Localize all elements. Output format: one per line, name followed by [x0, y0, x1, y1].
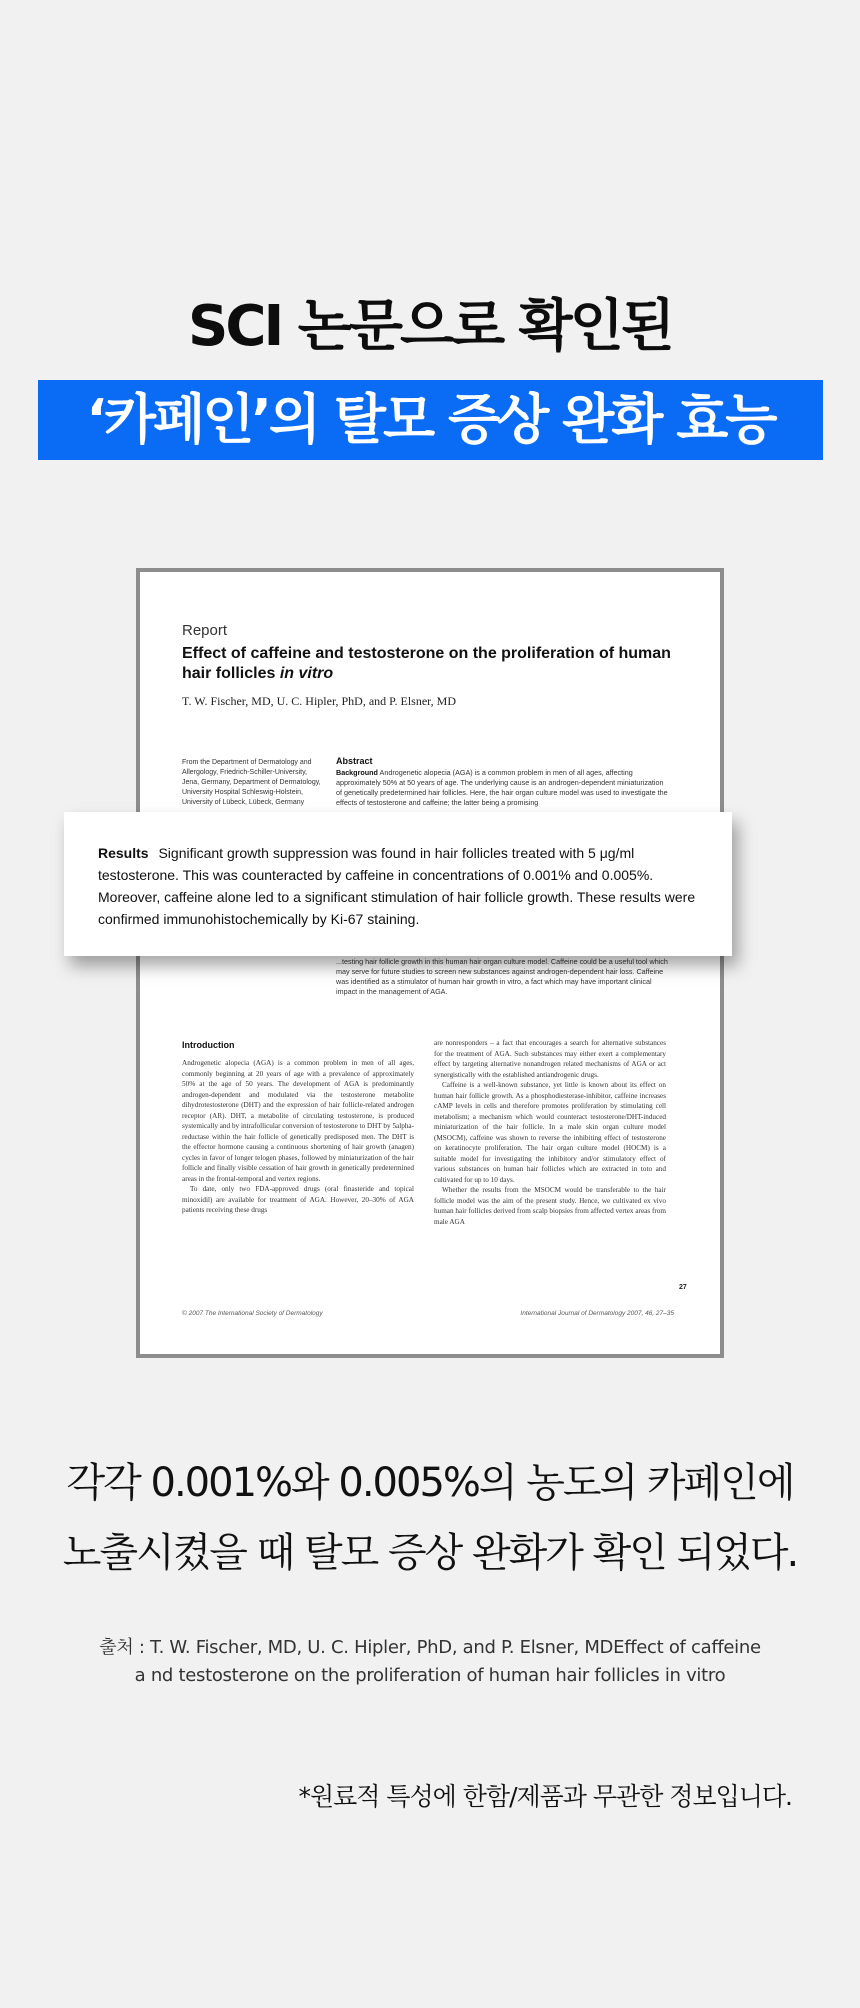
- abstract-tail: ...testing hair follicle growth in this human hair organ culture model. Caffeine could be a useful tool which may serve for future studies to screen new substances against androgen-dependent hair loss. Caffeine was identified as a stimulator of human hair growth in vitro, a fact which may have important clinical impact in the management of AGA.: [336, 957, 668, 996]
- source-line-1: 출처 : T. W. Fischer, MD, U. C. Hipler, PhD, and P. Elsner, MDEffect of caffeine: [99, 1637, 761, 1658]
- results-callout: [64, 812, 732, 956]
- results-label: Results: [98, 845, 149, 861]
- intro-paragraph: Androgenetic alopecia (AGA) is a common problem in men of all ages, commonly beginning at 20 years of age with a prevalence of approximately 50% at the age of 50 years. The development of AGA is predominantly androgen-dependent and modulated via the testosterone metabolite dihydrotestosterone (DHT) and the expression of hair follicle-related androgen receptor (AR). DHT, a metabolite of circulating testosterone, is produced systemically and by intrafollicular conversion of testosterone to DHT by 5alpha-reductase within the hair follicle of genetically predisposed men. The DHT is the effector hormone causing a continuous shortening of hair growth (anagen) cycles in favor of longer telogen phases, followed by miniaturization of the hair follicle and finally visible cessation of hair growth in genetically predetermined areas in the frontal-temporal and vertex regions.: [182, 1059, 414, 1183]
- intro-paragraph: Whether the results from the MSOCM would be transferable to the hair follicle model was the aim of the present study. Hence, we cultivated ex vivo human hair follicles derived from scalp biopsies from affected vertex areas from male AGA: [434, 1186, 666, 1226]
- paper-footer-right: International Journal of Dermatology 2007, 46, 27–35: [520, 1310, 674, 1317]
- intro-paragraph: are nonresponders – a fact that encourages a search for alternative substances for the treatment of AGA. Such substances may either exert a complementary effect by targeting alternative nonandrogen related mechanisms of AGA or act synergistically with the established antiandrogenic drugs.: [434, 1039, 666, 1079]
- summary-line-2: 노출시켰을 때 탈모 증상 완화가 확인 되었다.: [62, 1530, 798, 1576]
- paper-excerpt: [136, 568, 724, 1358]
- summary-text: [0, 1448, 860, 1588]
- source-citation: [0, 1634, 860, 1690]
- abstract-background-label: Background: [336, 768, 378, 777]
- paper-title-italic: in vitro: [279, 665, 334, 682]
- abstract-background: [336, 768, 671, 808]
- paper-footer-left: © 2007 The International Society of Dermatology: [182, 1310, 323, 1317]
- source-line-2: a nd testosterone on the proliferation of human hair follicles in vitro: [134, 1665, 726, 1686]
- results-text: Significant growth suppression was found in hair follicles treated with 5 μg/ml testosterone. This was counteracted by caffeine in concentrations of 0.001% and 0.005%. Moreover, caffeine alone led to a significant stimulation of hair follicle growth. These results were confirmed immunohistochemically by Ki-67 staining.: [98, 845, 696, 927]
- intro-column-2: [434, 1038, 666, 1227]
- paper-title-main: Effect of caffeine and testosterone on the proliferation of human hair follicles: [182, 645, 671, 682]
- page-number: 27: [679, 1284, 687, 1291]
- abstract-background-text: Androgenetic alopecia (AGA) is a common problem in men of all ages, affecting approximately 50% at 50 years of age. The underlying cause is an androgen-dependent miniaturization of genetically predetermined hair follicles. Here, the hair organ culture model was used to investigate the effects of testosterone and caffeine; the latter being a promising: [336, 768, 668, 807]
- headline: SCI 논문으로 확인된: [188, 294, 672, 359]
- intro-paragraph: To date, only two FDA-approved drugs (oral finasteride and topical minoxidil) are available for treatment of AGA. However, 20–30% of AGA patients receiving these drugs: [182, 1185, 414, 1214]
- abstract-heading: Abstract: [336, 756, 373, 766]
- paper-affiliation: From the Department of Dermatology and Allergology, Friedrich-Schiller-University, Jena, Germany, Department of Dermatology, University Hospital Schleswig-Holstein, University of Lübeck, Lübeck, Germany: [182, 759, 321, 806]
- intro-column-1: [182, 1058, 414, 1216]
- intro-heading: Introduction: [182, 1040, 235, 1050]
- intro-paragraph: Caffeine is a well-known substance, yet little is known about its effect on human hair follicle growth. As a phosphodiesterase-inhibitor, caffeine increases cAMP levels in cells and therefore promotes proliferation by stimulating cell metabolism; a mechanism which would counteract testosterone/DHT-induced miniaturization of the hair follicle. In a male skin organ culture model (MSOCM), caffeine was shown to reverse the inhibiting effect of testosterone on keratinocyte proliferation. The hair organ culture model (HOCM) is a suitable model for investigating the inhibitory and/or stimulatory effect of various substances on human hair follicles which are extracted in toto and cultivated for up to 10 days.: [434, 1081, 666, 1184]
- paper-kicker: Report: [182, 622, 228, 639]
- summary-line-1: 각각 0.001%와 0.005%의 농도의 카페인에: [66, 1460, 794, 1506]
- paper-title: [182, 644, 682, 684]
- paper-authors: T. W. Fischer, MD, U. C. Hipler, PhD, and P. Elsner, MD: [182, 694, 456, 708]
- title-banner: ‘카페인’의 탈모 증상 완화 효능: [38, 380, 823, 460]
- disclaimer: *원료적 특성에 한함/제품과 무관한 정보입니다.: [298, 1782, 792, 1811]
